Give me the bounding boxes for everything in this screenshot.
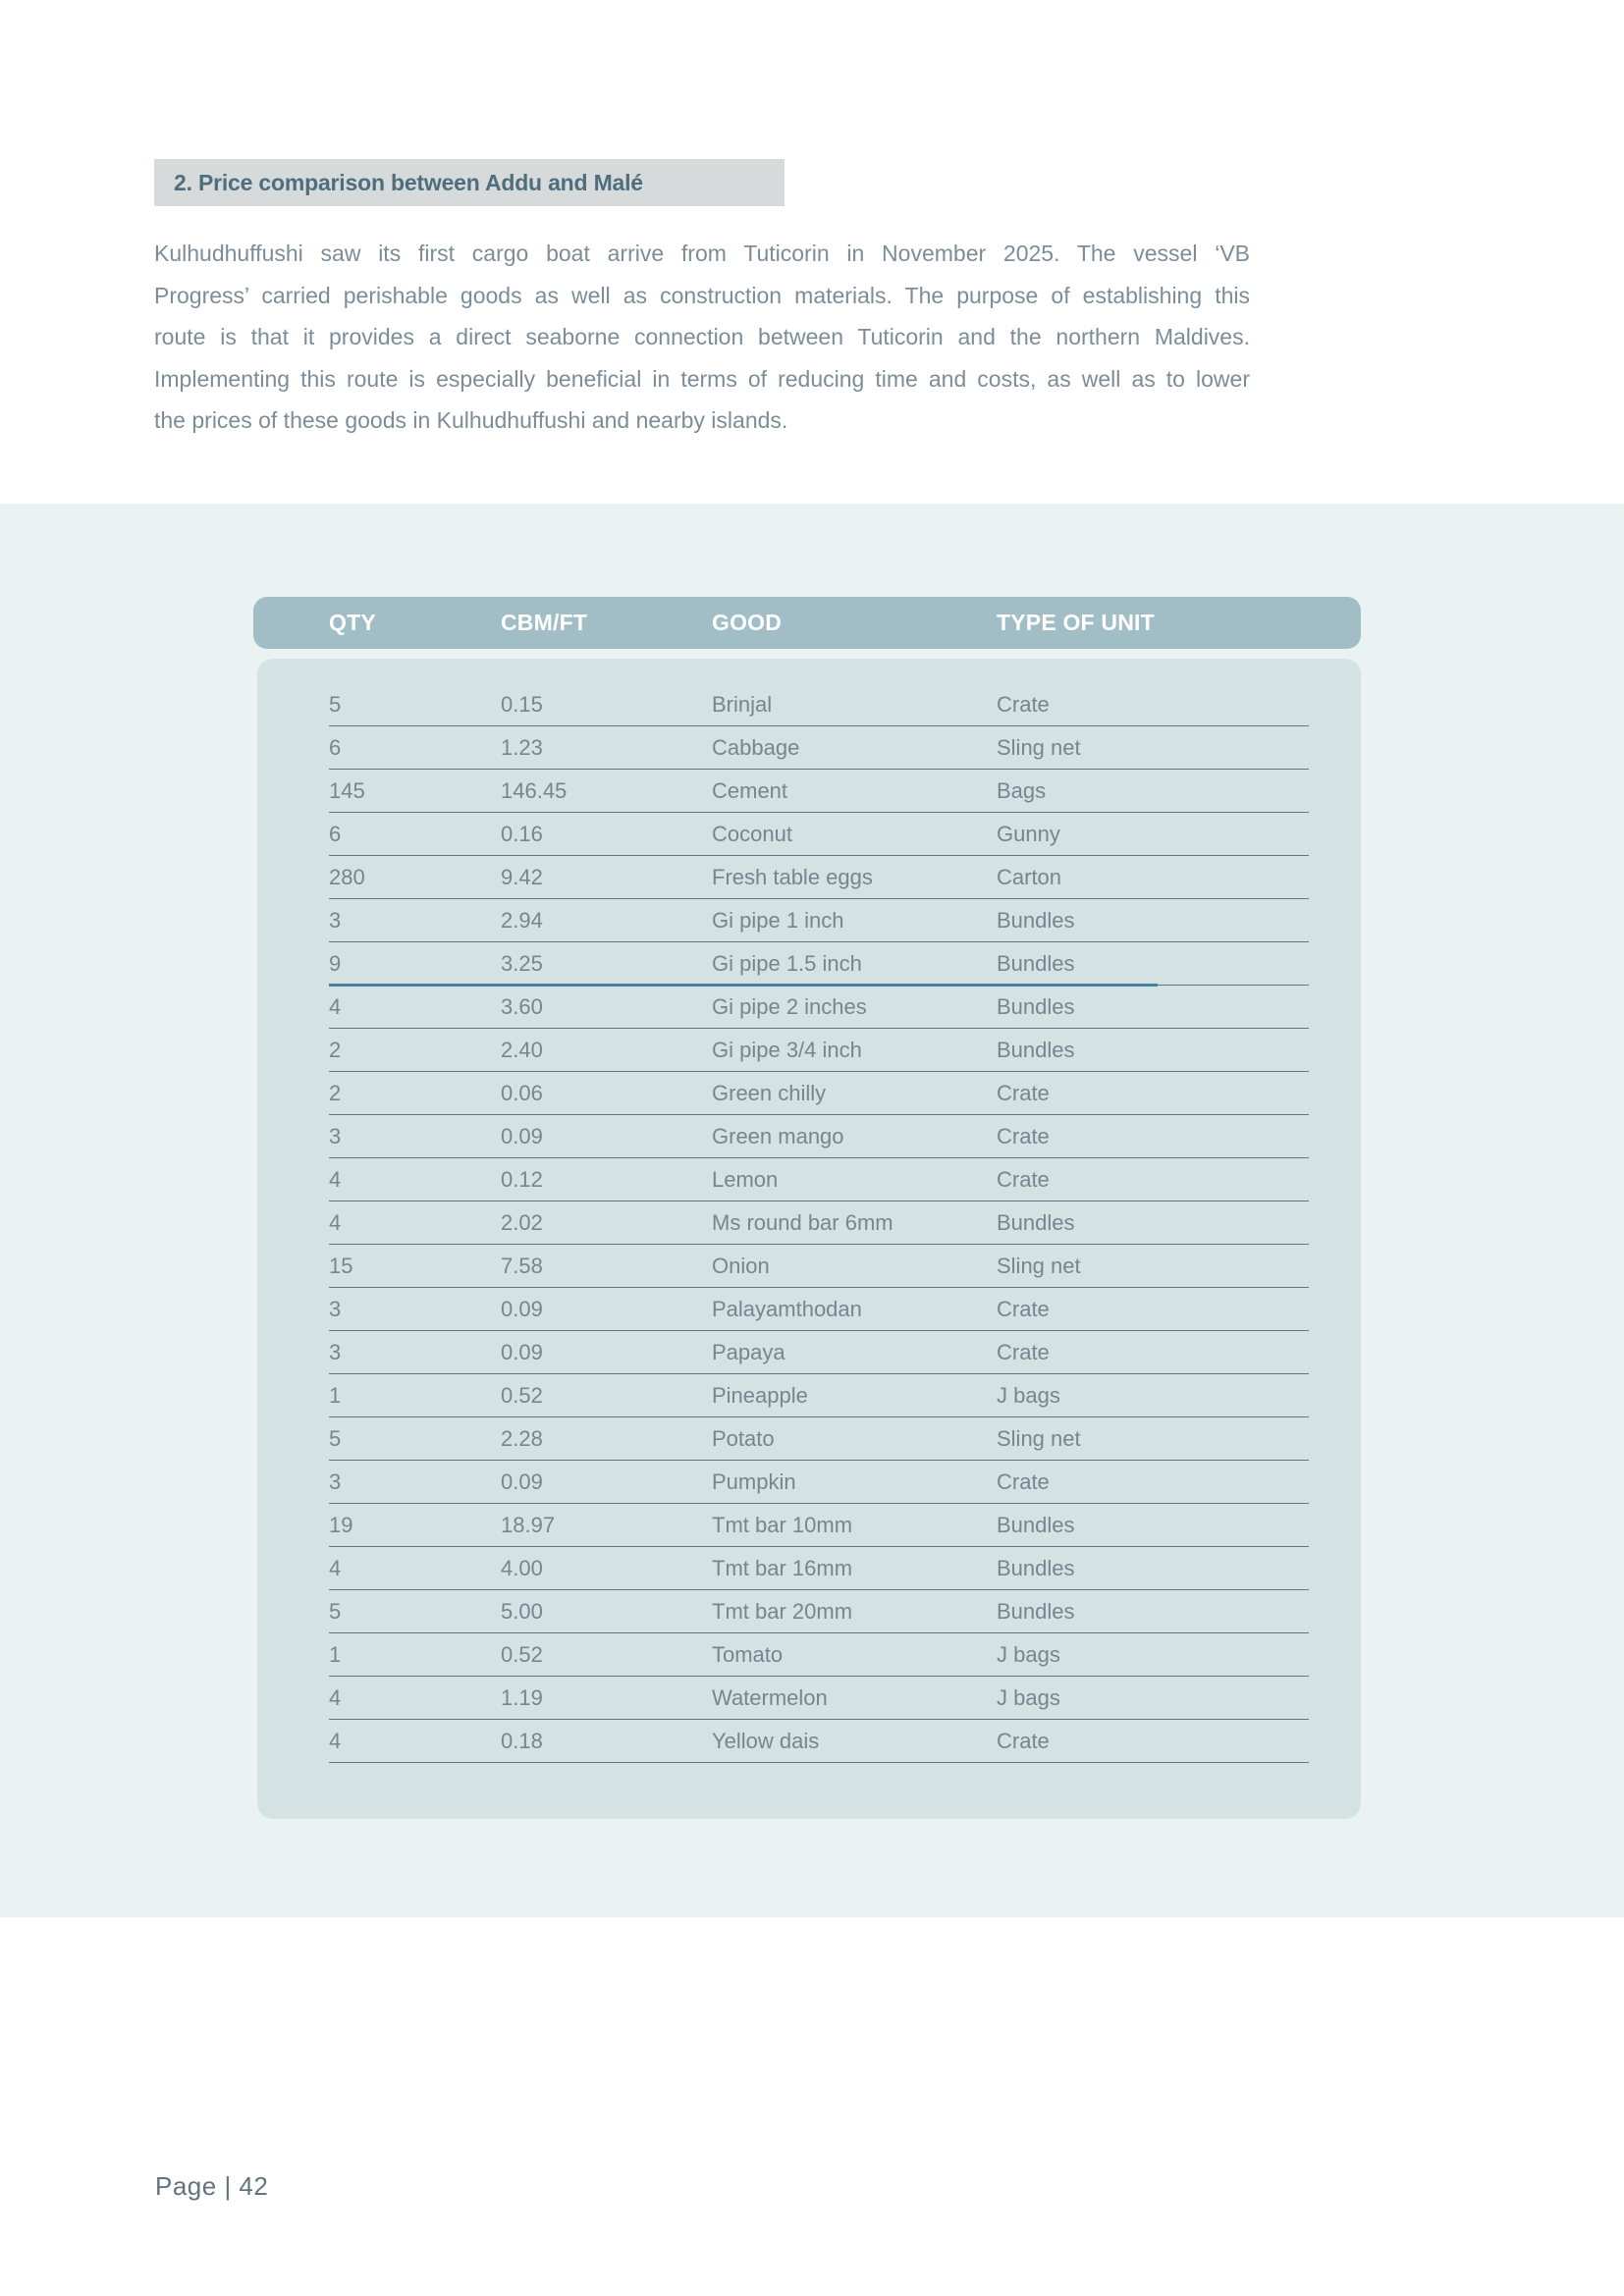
cell-unit: Bundles [997,1037,1075,1062]
cell-unit: J bags [997,1641,1060,1667]
cell-qty: 2 [329,1037,342,1062]
cell-good: Pineapple [712,1382,808,1408]
cell-unit: Crate [997,1123,1050,1148]
cell-good: Palayamthodan [712,1296,862,1321]
table-row [329,683,1309,726]
cell-unit: Bundles [997,907,1075,933]
table-row [329,813,1309,856]
table-row [329,1504,1309,1547]
cell-cbm: 2.28 [501,1425,543,1451]
cell-unit: Gunny [997,821,1060,846]
cell-qty: 3 [329,1339,342,1364]
cell-good: Papaya [712,1339,785,1364]
cell-good: Green chilly [712,1080,827,1105]
cell-qty: 4 [329,1728,342,1753]
column-header-cbm: CBM/FT [501,610,588,635]
cell-cbm: 3.25 [501,950,543,976]
cell-unit: Crate [997,1468,1050,1494]
cell-cbm: 5.00 [501,1598,543,1624]
table-row [329,1374,1309,1417]
cell-good: Watermelon [712,1684,828,1710]
cell-cbm: 0.16 [501,821,543,846]
table-row [329,1201,1309,1245]
cell-cbm: 7.58 [501,1253,543,1278]
cell-cbm: 0.09 [501,1296,543,1321]
intro-line: Progress’ carried perishable goods as well as construction materials. The purpose of establishing this [154,282,1250,308]
column-header-unit: TYPE OF UNIT [997,610,1155,635]
cell-qty: 2 [329,1080,342,1105]
cell-cbm: 3.60 [501,993,543,1019]
cell-qty: 3 [329,1468,342,1494]
table-row [329,1115,1309,1158]
table-row [329,942,1309,986]
cell-unit: Sling net [997,1425,1081,1451]
cell-qty: 19 [329,1512,353,1537]
cell-unit: Bundles [997,950,1075,976]
cell-unit: Crate [997,691,1050,717]
cell-cbm: 0.52 [501,1641,543,1667]
cell-qty: 1 [329,1641,342,1667]
cell-unit: Bundles [997,1209,1075,1235]
cell-unit: J bags [997,1382,1060,1408]
cell-unit: Bundles [997,1598,1075,1624]
cell-qty: 3 [329,907,342,933]
cell-unit: Bundles [997,1555,1075,1580]
cell-qty: 5 [329,691,342,717]
cell-good: Coconut [712,821,792,846]
table-row [329,726,1309,770]
column-header-qty: QTY [329,610,376,635]
table-row [329,1072,1309,1115]
cell-qty: 3 [329,1296,342,1321]
cell-cbm: 0.52 [501,1382,543,1408]
cell-good: Potato [712,1425,775,1451]
intro-line: Implementing this route is especially beneficial in terms of reducing time and costs, as well as to lower [154,365,1250,392]
table-row [329,1590,1309,1633]
section-heading-chip [154,159,785,206]
cell-qty: 280 [329,864,365,889]
cell-good: Brinjal [712,691,773,717]
cell-cbm: 1.19 [501,1684,543,1710]
cell-unit: Sling net [997,734,1081,760]
cell-good: Cabbage [712,734,800,760]
cell-qty: 3 [329,1123,342,1148]
cell-qty: 4 [329,1555,342,1580]
cell-qty: 145 [329,777,365,803]
cell-cbm: 2.94 [501,907,543,933]
table-row [329,899,1309,942]
cell-cbm: 1.23 [501,734,543,760]
cell-cbm: 0.09 [501,1123,543,1148]
cell-good: Onion [712,1253,770,1278]
cell-good: Gi pipe 3/4 inch [712,1037,862,1062]
cell-unit: J bags [997,1684,1060,1710]
cell-qty: 4 [329,1209,342,1235]
cell-qty: 9 [329,950,342,976]
cell-good: Tmt bar 10mm [712,1512,853,1537]
table-row [329,1677,1309,1720]
table-row [329,1331,1309,1374]
cell-qty: 4 [329,993,342,1019]
cell-unit: Bundles [997,1512,1075,1537]
cell-good: Gi pipe 1.5 inch [712,950,862,976]
intro-line: Kulhudhuffushi saw its first cargo boat arrive from Tuticorin in November 2025. The vessel ‘VB [154,240,1250,266]
table-row [329,986,1309,1029]
table-row [329,856,1309,899]
cell-cbm: 0.06 [501,1080,543,1105]
cell-qty: 5 [329,1598,342,1624]
intro-line: the prices of these goods in Kulhudhuffushi and nearby islands. [154,407,788,433]
section-title: 2. Price comparison between Addu and Malé [174,169,643,195]
cell-cbm: 9.42 [501,864,543,889]
cell-cbm: 0.09 [501,1468,543,1494]
cell-good: Tmt bar 20mm [712,1598,853,1624]
column-header-good: GOOD [712,610,783,635]
table-header [253,597,1361,649]
table-row [329,1720,1309,1763]
cell-unit: Crate [997,1728,1050,1753]
intro-line: route is that it provides a direct seaborne connection between Tuticorin and the northern Maldives. [154,324,1250,349]
cell-qty: 6 [329,821,342,846]
table-row [329,1417,1309,1461]
cell-good: Cement [712,777,788,803]
intro-paragraph [154,233,1250,442]
cell-cbm: 2.40 [501,1037,543,1062]
cell-qty: 4 [329,1684,342,1710]
cell-qty: 4 [329,1166,342,1192]
cell-good: Tomato [712,1641,784,1667]
cell-qty: 15 [329,1253,353,1278]
cell-good: Yellow dais [712,1728,820,1753]
cell-good: Tmt bar 16mm [712,1555,853,1580]
cell-unit: Crate [997,1166,1050,1192]
table-row [329,1461,1309,1504]
table-row [329,1245,1309,1288]
cell-good: Pumpkin [712,1468,796,1494]
table-row [329,1547,1309,1590]
cell-cbm: 4.00 [501,1555,543,1580]
cell-qty: 5 [329,1425,342,1451]
table-row [329,1029,1309,1072]
cell-good: Lemon [712,1166,779,1192]
cell-cbm: 0.18 [501,1728,543,1753]
cell-qty: 1 [329,1382,342,1408]
cell-cbm: 18.97 [501,1512,556,1537]
cell-unit: Crate [997,1080,1050,1105]
table-body [257,659,1361,1819]
cell-cbm: 0.12 [501,1166,543,1192]
cell-unit: Crate [997,1339,1050,1364]
table-row [329,1158,1309,1201]
cell-unit: Bags [997,777,1047,803]
page-number: Page | 42 [155,2171,269,2201]
cell-cbm: 0.09 [501,1339,543,1364]
cell-good: Ms round bar 6mm [712,1209,893,1235]
cell-qty: 6 [329,734,342,760]
cell-unit: Crate [997,1296,1050,1321]
cell-unit: Carton [997,864,1062,889]
cell-unit: Sling net [997,1253,1081,1278]
cell-cbm: 146.45 [501,777,568,803]
cell-cbm: 2.02 [501,1209,543,1235]
cell-unit: Bundles [997,993,1075,1019]
table-row [329,1633,1309,1677]
cell-good: Fresh table eggs [712,864,873,889]
table-row [329,770,1309,813]
cell-cbm: 0.15 [501,691,543,717]
cell-good: Gi pipe 2 inches [712,993,867,1019]
cell-good: Green mango [712,1123,844,1148]
table-row [329,1288,1309,1331]
cell-good: Gi pipe 1 inch [712,907,844,933]
